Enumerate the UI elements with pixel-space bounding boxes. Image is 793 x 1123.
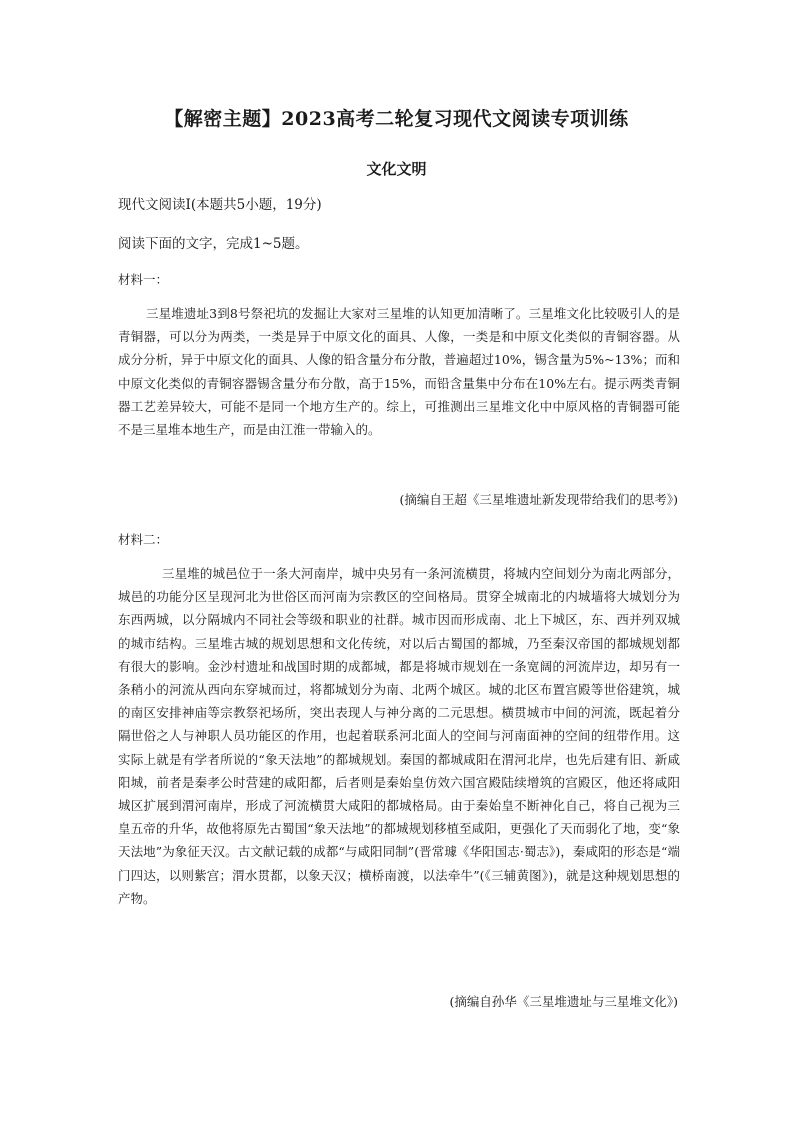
document-title: 【解密主题】2023高考二轮复习现代文阅读专项训练: [164, 108, 629, 130]
material2-paragraph: 三星堆的城邑位于一条大河南岸，城中央另有一条河流横贯，将城内空间划分为南北两部分，城邑的功能分区呈现河北为世俗区而河南为宗教区的空间格局。贯穿全城南北的内城墙将大城划分为东西两城，以分隔城内不同社会等级和职业的社群。城市因而形成南、北上下城区，东、西并列双城的城市结构。三星堆古城的规划思想和文化传统，对以后古蜀国的都城，乃至秦汉帝国的都城规划都有很大的影响。金沙村遗址和战国时期的成都城，都是将城市规划在一条宽阔的河流岸边，却另有一条稍小的河流从西向东穿城而过，将都城划分为南、北两个城区。城的北区布置宫殿等世俗建筑，城的南区安排神庙等宗教祭祀场所，突出表现人与神分离的二元思想。横贯城市中间的河流，既起着分隔世俗之人与神职人员功能区的作用，也起着联系河北面人的空间与河南面神的空间的纽带作用。这实际上就是有学者所说的“象天法地”的都城规划。秦国的都城咸阳在渭河北岸，也先后建有旧、新咸阳城，前者是秦孝公时营建的咸阳都，后者则是秦始皇仿效六国宫殿陆续增筑的宫殿区，他还将咸阳城区扩展到渭河南岸，形成了河流横贯大咸阳的都城格局。由于秦始皇不断神化自己，将自己视为三皇五帝的升华，故他将原先古蜀国“象天法地”的都城规划移植至咸阳，更强化了天而弱化了地，变“象天法地”为象征天汉。古文献记载的成都“与咸阳同制”(晋常璩《华阳国志·蜀志》)，秦咸阳的形态是“端门四达，以则紫宫；渭水贯都，以象天汉；横桥南渡，以法牵牛”(《三辅黄图》)，就是这种规划思想的产物。: [118, 566, 680, 906]
document-subtitle: 文化文明: [366, 160, 427, 178]
material1-paragraph: 三星堆遗址3到8号祭祀坑的发掘让大家对三星堆的认知更加清晰了。三星堆文化比较吸引人的是青铜器，可以分为两类，一类是异于中原文化的面具、人像，一类是和中原文化类似的青铜容器。从成分分析，异于中原文化的面具、人像的铅含量分布分散，普遍超过10%，锡含量为5%~13%；而和中原文化类似的青铜容器锡含量分布分散，高于15%，而铅含量集中分布在10%左右。提示两类青铜器工艺差异较大，可能不是同一个地方生产的。综上，可推测出三星堆文化中中原风格的青铜器可能不是三星堆本地生产，而是由江淮一带输入的。: [118, 306, 680, 438]
material2-source: (摘编自孙华《三星堆遗址与三星堆文化》): [449, 994, 678, 1009]
section-heading: 现代文阅读Ⅰ(本题共5小题，19分): [118, 197, 322, 213]
material1-source: (摘编自王超《三星堆遗址新发现带给我们的思考》): [399, 492, 678, 507]
material2-label: 材料二：: [118, 532, 169, 547]
material1-label: 材料一：: [118, 272, 169, 287]
instruction-text: 阅读下面的文字，完成1~5题。: [118, 236, 309, 252]
